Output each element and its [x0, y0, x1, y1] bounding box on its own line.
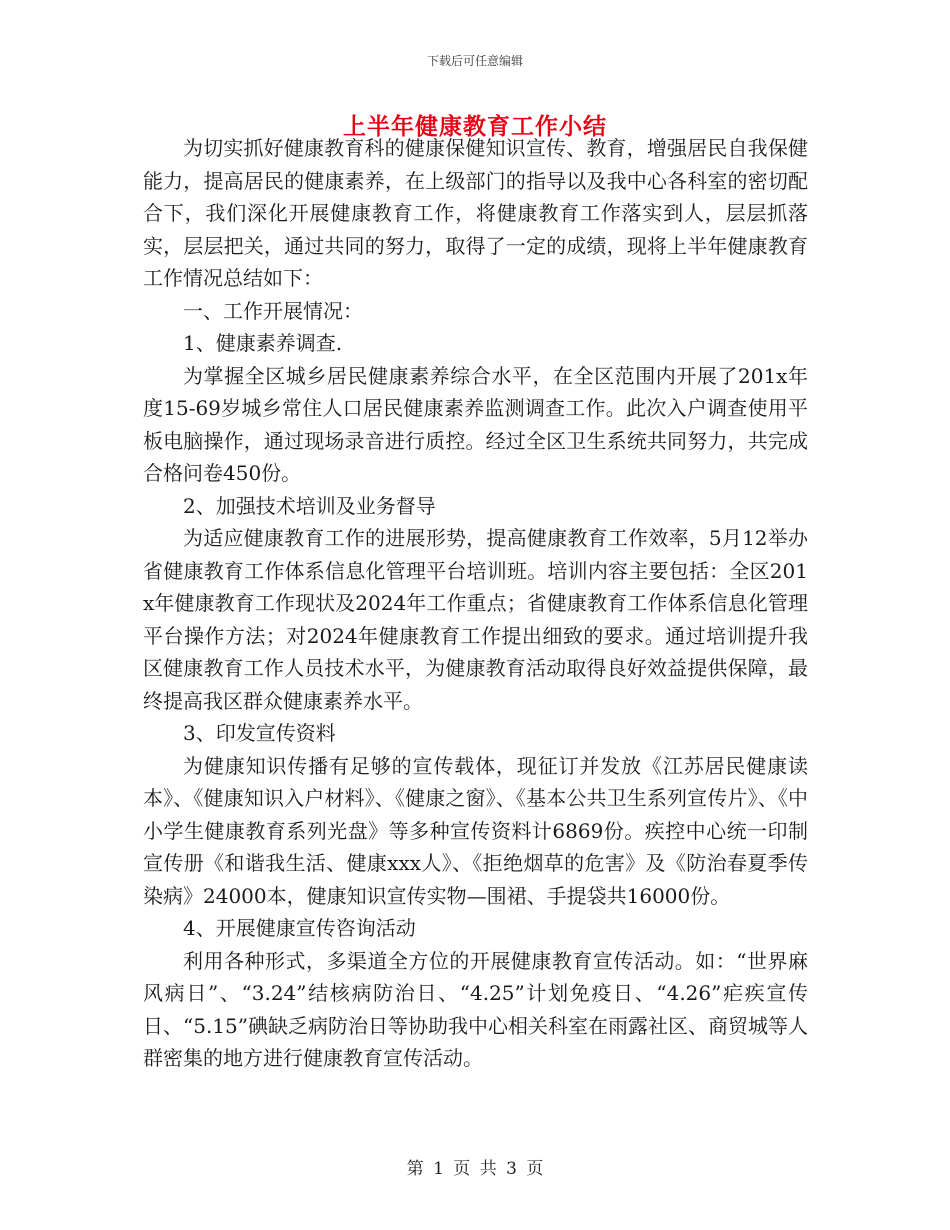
- subheading-promotional-materials: 3、印发宣传资料: [183, 721, 336, 745]
- paragraph-intro: 为切实抓好健康教育科的健康保健知识宣传、教育，增强居民自我保健能力，提高居民的健康素养，在上级部门的指导以及我中心各科室的密切配合下，我们深化开展健康教育工作，将健康教育工作落实到人，层层抓落实，层层把关，通过共同的努力，取得了一定的成绩，现将上半年健康教育工作情况总结如下：: [143, 136, 808, 290]
- paragraph-consultation-activities: 利用各种形式，多渠道全方位的开展健康教育宣传活动。如：“世界麻风病日”、“3.24”结核病防治日、“4.25”计划免疫日、“4.26”疟疾宣传日、“5.15”碘缺乏病防治日等协助我中心相关科室在雨露社区、商贸城等人群密集的地方进行健康教育宣传活动。: [143, 948, 808, 1070]
- document-title: 上半年健康教育工作小结: [343, 113, 607, 140]
- subheading-technical-training: 2、加强技术培训及业务督导: [183, 493, 436, 518]
- page-header: 下载后可任意编辑: [426, 54, 523, 68]
- subheading-health-literacy-survey: 1、健康素养调查.: [183, 331, 343, 355]
- page-footer: 第 1 页 共 3 页: [406, 1159, 544, 1179]
- document-body: [143, 132, 808, 1075]
- paragraph-health-literacy-survey: 为掌握全区城乡居民健康素养综合水平，在全区范围内开展了201x年度15-69岁城乡常住人口居民健康素养监测调查工作。此次入户调查使用平板电脑操作，通过现场录音进行质控。经过全区卫生系统共同努力，共完成合格问卷450份。: [143, 363, 808, 485]
- section-heading-work-status: 一、工作开展情况：: [183, 298, 363, 323]
- paragraph-promotional-materials: 为健康知识传播有足够的宣传载体，现征订并发放《江苏居民健康读本》、《健康知识入户材料》、《健康之窗》、《基本公共卫生系列宣传片》、《中小学生健康教育系列光盘》等多种宣传资料计6869份。疾控中心统一印制宣传册《和谐我生活、健康xxx人》、《拒绝烟草的危害》及《防治春夏季传染病》24000本，健康知识宣传实物—围裙、手提袋共16000份。: [143, 753, 808, 908]
- subheading-consultation-activities: 4、开展健康宣传咨询活动: [183, 916, 416, 940]
- paragraph-technical-training: 为适应健康教育工作的进展形势，提高健康教育工作效率，5月12举办省健康教育工作体系信息化管理平台培训班。培训内容主要包括：全区201x年健康教育工作现状及2024年工作重点；省健康教育工作体系信息化管理平台操作方法；对2024年健康教育工作提出细致的要求。通过培训提升我区健康教育工作人员技术水平，为健康教育活动取得良好效益提供保障，最终提高我区群众健康素养水平。: [143, 526, 808, 713]
